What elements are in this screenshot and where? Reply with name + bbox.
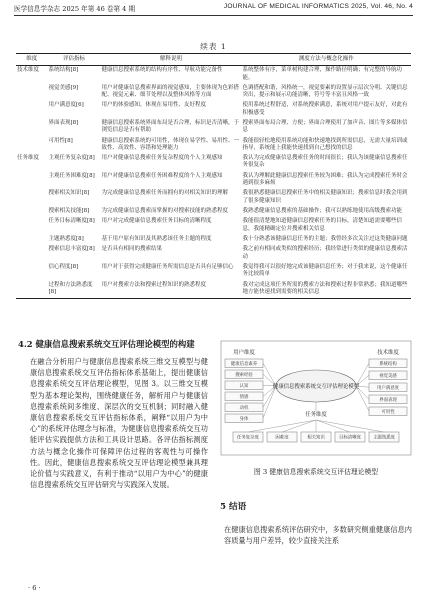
cell-metric: 任务目标清晰度[8]	[48, 218, 95, 225]
cell-dimension: 任务维度	[17, 155, 40, 162]
figure-left-item: 动机	[239, 405, 249, 411]
cell-description: 用户对健康信息搜索任务复杂程度的个人主观感知	[101, 155, 223, 162]
figure-left-item: 认知	[239, 383, 249, 389]
header-journal-cn: 医学信息学杂志 2025 年第 46 卷第 4 期	[14, 5, 136, 13]
cell-description: 用户对健康信息搜索任务困难程度的个人主观感知	[101, 172, 223, 179]
cell-description: 是否具有相同的搜索结果	[101, 246, 162, 253]
cell-method: 我熟悉健康信息搜索的基础操作；我可以熟练地使用高级搜索功能	[242, 208, 403, 215]
cell-description: 基于用户原有知识及其熟悉该任务主题的程度	[101, 236, 212, 243]
col-header-metric: 评估指标	[47, 54, 100, 66]
figure-right-item: 系统结构	[379, 361, 397, 367]
cell-metric: 搜索信息丰富度[8]	[48, 246, 95, 253]
model-figure	[220, 340, 412, 456]
cell-method: 我认为理解此健康信息搜索任务较为困难；我认为完成搜索任务时会遇到很多麻烦	[242, 172, 408, 187]
cell-method: 我很熟悉健康信息搜索任务中的相关健康知识；搜索信息时我会用到了很多健康知识	[242, 190, 408, 204]
table-row	[16, 65, 411, 83]
cell-method: 色调搭配和谐，风格统一，视觉要素的设置显示层次分明、关键信息突出，提示和展示功能清晰，符号等丰富且风格一致	[242, 84, 408, 99]
figure-right-label: 技术维度	[377, 350, 399, 356]
cell-metric: 主观任务复杂度[8]	[48, 155, 95, 162]
cell-dimension	[16, 171, 47, 189]
page-number: · 6 ·	[28, 584, 41, 592]
col-header-dimension: 维度	[16, 54, 47, 66]
figure-right-item: 用户满意度	[377, 385, 399, 391]
figure-center-label: 健康信息搜索系统交互评估理论模型	[272, 384, 360, 390]
cell-method: 使用系统过程舒适，对系统搜索满意，系统对用户提示友好，对此有积极感受	[242, 102, 408, 116]
table-row	[16, 280, 411, 298]
table-row	[16, 118, 411, 136]
figure-left-item: 身体	[239, 416, 249, 422]
figure-left-item: 搜索经验	[235, 372, 253, 378]
figure-bottom-item: 目标清晰度	[339, 435, 361, 441]
col-header-method: 测度方法与概念化操作	[242, 54, 411, 66]
section-5-paragraph: 在健康信息搜索系统评估研究中，多数研究侧重健康信息内容质量与用户差异，较少直接关注系	[224, 525, 412, 546]
cell-description: 健康信息搜索系统的可用性，体现在易学性、易用性、一致性、高效性、容错和处理能力	[101, 137, 239, 151]
cell-dimension: 技术维度	[17, 67, 40, 74]
figure-right-item: 界面表现	[379, 397, 397, 403]
cell-description: 用户的体验感知，体现在易用性、友好程度	[101, 102, 206, 109]
cell-description: 用户对于获得完成健康任务所需信息是否具有足够信心	[101, 264, 234, 271]
cell-method: 系统整体有序，菜单树构建合理，操作路径明确；有完整的导航功能。	[242, 67, 403, 81]
cell-method: 搜索界面布局合理、方便；界面合理使用了加声音、图片等多媒体信息	[242, 120, 408, 134]
table-row	[16, 154, 411, 172]
cell-metric: 视觉美感[9]	[48, 84, 79, 91]
table-row	[16, 217, 411, 235]
cell-dimension	[16, 234, 47, 244]
section-5-heading: 5 结语	[220, 502, 247, 512]
cell-metric: 可用性[8]	[48, 137, 73, 144]
figure-bottom-item: 任务复杂度	[237, 435, 259, 441]
figure-bottom-item: 困难度	[275, 435, 289, 441]
cell-dimension	[16, 189, 47, 207]
table-row	[16, 245, 411, 263]
section-4-2-heading: 4.2 健康信息搜索系统交互评估理论模型的构建	[18, 339, 195, 349]
cell-description: 健康信息搜索系统界面布局是否合理，标识是否清晰，于浏览信息是否有帮助	[101, 120, 239, 134]
cell-description: 健康信息搜索系统的结构有序性、导航功能完备性	[101, 67, 223, 74]
table-body	[16, 65, 411, 298]
figure-bottom-item: 相关知识	[307, 435, 325, 441]
cell-dimension	[16, 118, 47, 136]
running-header	[14, 3, 413, 15]
cell-dimension	[16, 245, 47, 263]
cell-dimension	[16, 262, 47, 280]
cell-description: 用户对健康信息搜索界面的视觉感知，主要体现为色彩搭配、视觉元素、细节处理以及整体风格等方面	[101, 84, 239, 99]
figure-left-item: 健康信息素养	[230, 361, 258, 367]
cell-method: 我认为完成健康信息搜索任务的时间很长；我认为该健康信息搜索任务很复杂	[242, 155, 408, 169]
figure-right-item: 可用性	[381, 409, 395, 415]
cell-metric: 过程和方法熟悉度[8]	[47, 280, 100, 298]
figure-caption: 图 3 健康信息搜索系统交互评估理论模型	[253, 468, 379, 476]
cell-method: 我能很轻松地使用系统功能和快速地找到所需信息，无需大量培训或指导，系统能上我能快速找到自己想找的信息	[242, 137, 408, 151]
table-title: 续表 1	[200, 42, 227, 51]
cell-method: 我觉得我可以很好地完成该健康信息任务；对于我来说，这个健康任务比较简单	[242, 264, 408, 278]
figure-left-label: 用户维度	[233, 350, 255, 356]
cell-method: 我对完成这项任务所需的搜索方法和搜索过程非常熟悉；我知道哪些地方能快速找到需要的相关信息	[242, 280, 411, 298]
table-row	[16, 234, 411, 244]
header-rule	[14, 15, 413, 16]
table-row	[16, 101, 411, 119]
table-row	[16, 262, 411, 280]
figure-left-item: 情感	[239, 394, 249, 400]
table-row	[16, 83, 411, 101]
cell-metric: 界面表现[8]	[48, 120, 79, 127]
header-journal-en: JOURNAL OF MEDICAL INFORMATICS 2025, Vol. 46, No. 4	[223, 3, 413, 10]
cell-metric: 主观任务困难度[8]	[48, 172, 95, 179]
figure-right-item: 视觉美感	[379, 373, 397, 379]
cell-metric: 用户满意度[6]	[48, 102, 84, 109]
table-row	[16, 206, 411, 216]
evaluation-index-table	[16, 53, 411, 299]
cell-dimension	[16, 136, 47, 154]
cell-metric: 搜索相关知识[8]	[48, 190, 90, 197]
cell-metric: 系统结构[8]	[48, 67, 79, 74]
cell-dimension	[16, 206, 47, 216]
section-4-2-paragraph: 在融合分析用户与健康信息搜索系统三维交互模型与健康信息搜索系统交互评估指标体系基础上，提出健康信息搜索系统交互评估理论模型，见图 3。以三维交互模型为基本理论架构，围绕健康任务，解析用户与健康信息搜索系统间多维度、深层次的交互机制；同时融入健康信息搜索系统交互评估指标体系，阐释“以用户为中心”的系统评估理念与标准，为健康信息搜索系统交互功能评估实践提供方法和工具设计思路。各评估指标测度方法与概念化操作可保障评估过程的客观性与可操作性。因此，健康信息搜索系统交互评估理论模型兼具理论价值与实践意义，有利于推动“以用户为中心”的健康信息搜索系统交互评估研究与实践深入发展。	[30, 357, 208, 490]
table-row	[16, 189, 411, 207]
cell-description: 用户对搜索方法和搜索过程知识的熟悉程度	[100, 280, 241, 298]
table-row	[16, 171, 411, 189]
cell-method: 我能很清楚地知道健康信息搜索任务的目标，清楚知道需要哪些信息，我能精确定位并搜索相关信息	[242, 218, 403, 232]
cell-description: 为完成健康信息搜索任务而拥有的对相关知识的理解	[101, 190, 228, 197]
cell-dimension	[16, 217, 47, 235]
cell-metric: 信心程度[8]	[48, 264, 79, 271]
figure-bottom-label: 任务维度	[305, 412, 327, 418]
table-row	[16, 136, 411, 154]
cell-method: 我之前有相同或类似的搜索经历；我经常进行类似的健康信息搜索活动	[242, 246, 408, 260]
cell-dimension	[16, 280, 47, 298]
cell-description: 用户对完成健康信息搜索任务目标的清晰程度	[101, 218, 212, 225]
table-header-row	[16, 54, 411, 66]
cell-method: 我十分熟悉该健康信息任务的主题；我曾经多次关注过这类健康问题	[242, 236, 408, 243]
figure-bottom-item: 主题熟悉度	[373, 435, 395, 441]
cell-description: 为完成健康信息搜索而掌握的对搜索技能的熟悉程度	[101, 208, 228, 215]
cell-metric: 主题熟悉度[8]	[48, 236, 84, 243]
cell-dimension	[16, 101, 47, 119]
cell-dimension	[16, 83, 47, 101]
cell-metric: 搜索相关技能[8]	[48, 208, 90, 215]
col-header-description: 解释说明	[100, 54, 241, 66]
